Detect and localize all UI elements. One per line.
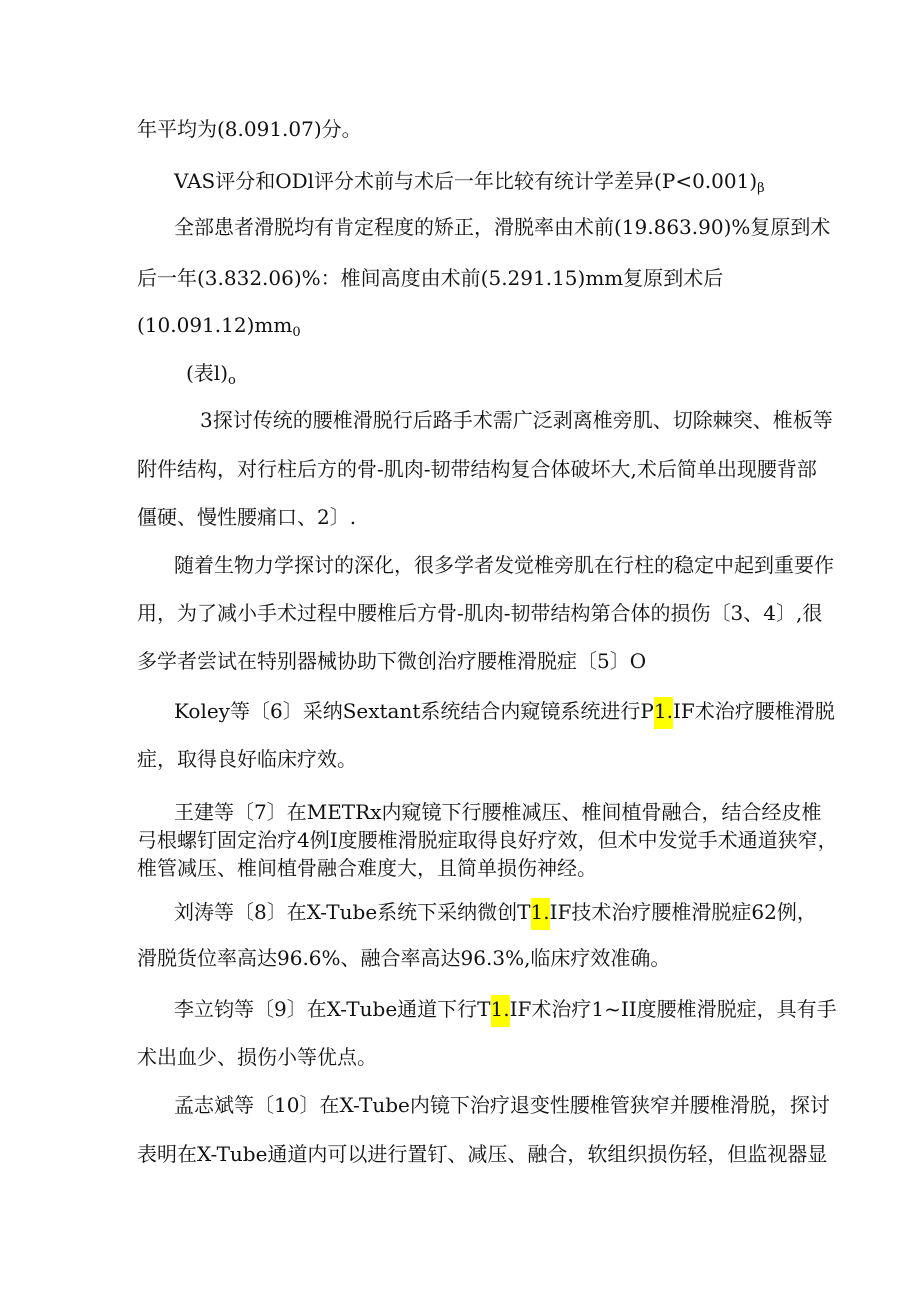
text-line [174,897,817,927]
text-line: 用，为了减小手术过程中腰椎后方骨-肌肉-韧带结构第合体的损伤〔3、4〕,很 [137,601,823,625]
line-text: Koley等〔6〕采纳Sextant系统结合内窥镜系统进行P [174,699,654,723]
line-text: VAS评分和ODl评分术前与术后一年比较有统计学差异(P<0.001) [174,169,758,193]
line-text: 李立钧等〔9〕在X-Tube通道下行T [174,997,491,1021]
text-line: 多学者尝试在特别器械协助下微创治疗腰椎滑脱症〔5〕O [137,649,647,673]
text-line: 随着生物力学探讨的深化，很多学者发觉椎旁肌在行柱的稳定中起到重要作 [174,553,834,577]
text-line: 3探讨传统的腰椎滑脱行后路手术需广泛剥离椎旁肌、切除棘突、椎板等 [200,408,833,432]
text-line [174,166,765,204]
line-text: IF技术治疗腰椎滑脱症62例， [549,900,817,924]
text-line: 椎管减压、椎间植骨融合难度大，且简单损伤神经。 [137,856,597,880]
text-line: 孟志斌等〔10〕在X-Tube内镜下治疗退变性腰椎管狭窄并腰椎滑脱，探讨 [174,1093,830,1117]
text-line [174,994,837,1024]
line-text: (表l) [186,361,229,385]
text-line: 全部患者滑脱均有肯定程度的矫正，滑脱率由术前(19.863.90)%复原到术 [174,215,831,239]
text-line: 后一年(3.832.06)%：椎间高度由术前(5.291.15)mm复原到术后 [137,266,724,290]
text-line [174,696,835,726]
line-text: IF术治疗腰椎滑脱 [672,699,835,723]
text-line: 附件结构，对行柱后方的骨-肌肉-韧带结构复合体破坏大,术后简单出现腰背部 [137,457,817,481]
text-line: 滑脱货位率高达96.6%、融合率高达96.3%,临床疗效准确。 [137,946,671,970]
line-text: 刘涛等〔8〕在X-Tube系统下采纳微创T [174,900,531,924]
text-line: 表明在X-Tube通道内可以进行置钉、减压、融合，软组织损伤轻，但监视器显 [137,1142,828,1166]
text-line: 症，取得良好临床疗效。 [137,747,357,771]
text-line: 弓根螺钉固定治疗4例I度腰椎滑脱症取得良好疗效，但术中发觉手术通道狭窄， [137,828,838,852]
line-suffix: β [757,181,765,196]
line-text: IF术治疗1~II度腰椎滑脱症，具有手 [509,997,837,1021]
text-line: 僵硬、慢性腰痛口、2〕. [137,505,357,529]
highlighted-text: 1. [491,995,510,1027]
text-line: 王建等〔7〕在METRx内窥镜下行腰椎减压、椎间植骨融合，结合经皮椎 [174,800,822,824]
text-line: 年平均为(8.091.07)分。 [137,117,362,141]
line-text: (10.091.12)mm [137,313,293,337]
highlighted-text: 1. [654,697,673,729]
highlighted-text: 1. [531,898,550,930]
line-suffix: 0 [292,325,301,340]
text-line [186,358,236,396]
text-line [137,310,301,348]
text-line: 术出血少、损伤小等优点。 [137,1045,377,1069]
line-suffix: o [228,373,236,388]
